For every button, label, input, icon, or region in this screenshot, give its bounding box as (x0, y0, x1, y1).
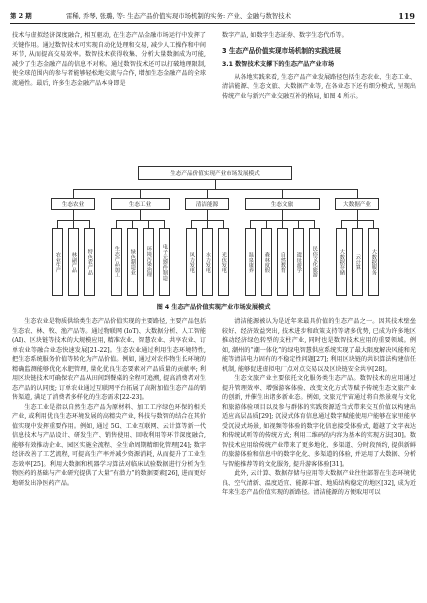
item-box: 农业生产 (52, 228, 63, 296)
bottom-right-column (222, 317, 416, 597)
item-box: 大数据服务 (368, 228, 379, 296)
body-paragraph: 生态文旅产业主要依托文化服务类生态产品。数智技术的应用通过提升管理效率、增强游客体验、改变文化方式等赋予传统生态文旅产业的创新, 并催生出诸多新业态。例如, 文旅元宇宙通过将自然景观与文化和旅游体验项目以及参与群体的实践资源适当式带来交互价值以构建出适应高层品质[29]; 沉浸式体育信息通过数字赋能使用户能够在家里能享受沉浸式场景, 如视频等体验的数字化信息接受体验式, 超越了文字表达和传统试听等的传统方式; 利用二维码的内容为基本的实现方法[30]。数智技术应用给传统产业带来了更多地化、多渠道、分时段预约, 提供新鲜的旅游体验和信息中的数字化化、多渠道的体验, 并运用了大数据、分析与智能推荐等的文化服务, 提升游客体验[31]。 (222, 375, 416, 468)
category-box: 大数据产业 (335, 198, 379, 210)
body-paragraph: 生态农业是物质供给类生态产品价值实现的主要路径, 主要产品包括生态农、林、牧、渔产品等。通过物联网 (IoT)、大数据分析、人工智能 (AI)、区块链等技术的大规模应用, 精准农业、智慧农业、共享农业、订单农业等融合业态快速发展[21-22]。生态农业通过利用生态环境特性, 把生态系统服务价值等转化为产品价值。例如, 通过对农作物生长环境的精确监测能够优化水肥管理, 量化优良生态要素对产品质量的贡献率; 利用区块链技术可确保农产品从田间到餐桌的全程可追溯, 提高消费者对生态产品的认同度; 订单农业通过互联网平台拓展了高附加值生态产品的销售渠道, 满足了消费者多样化的生态需求[22-23]。 (12, 318, 206, 401)
item-box: 环境污染治理 (143, 228, 154, 296)
connector-line (207, 189, 208, 198)
connector-line (57, 220, 90, 221)
connector-line (298, 220, 299, 228)
item-box: 特色农产品 (84, 228, 95, 296)
connector-line (191, 220, 224, 221)
top-right-column (222, 31, 416, 161)
item-box: 光伏发电 (218, 228, 229, 296)
item-box: 电子元器件制造 (159, 228, 170, 296)
connector-line (250, 220, 251, 228)
connector-line (282, 220, 283, 228)
connector-line (164, 220, 165, 228)
item-box: 民俗文化旅游 (309, 228, 320, 296)
item-box: 温泉康养 (245, 228, 256, 296)
category-box: 生态文旅 (245, 198, 320, 210)
item-box: 绿色制造业 (127, 228, 138, 296)
connector-line (73, 210, 74, 220)
item-box: 云计算 (352, 228, 363, 296)
item-box: 风力发电 (186, 228, 197, 296)
body-paragraph: 清洁能源被认为是近年来最具价值的生态产品之一。因其技术壁垒较好、经济效益突出, 技术进步和政策支持等诸多优势, 已成为许多地区推动经济绿色转型的支柱产业, 同时也是数智技术应用的重要领域。例如, 潮州的“潮一体化”的绿电智慧供应系统实现了最大限度解决风能和光能等清洁电力固有的不稳定性问题[27]; 利用区块链的共识算法构建信任机制, 能够促进虚拟电厂点对点交易以及区块链安全共享[28]。 (222, 318, 416, 373)
section-heading: 3 生态产品价值实现市场机制的实践进展 (222, 46, 341, 55)
connector-line (148, 220, 149, 228)
figure-caption: 图 4 生态产品价值实现产业市场发展模式 (156, 304, 271, 311)
connector-line (73, 189, 74, 198)
running-header (10, 9, 415, 23)
item-box: 生态产品加工 (111, 228, 122, 296)
body-paragraph: 此外, 云计算、数据存储与应用等大数据产业往往部署在生态环境优良、空气清新、温度适宜、能源丰富、地质结构稳定的地区[32], 成为近年来生态产品价值实现的新路径。清洁能源的方便取用可以 (222, 470, 416, 496)
item-box: 森林度假 (261, 228, 272, 296)
header-rule (10, 23, 415, 24)
connector-line (223, 220, 224, 228)
connector-line (357, 210, 358, 220)
body-paragraph: 数字产品, 如数字生态证券、数字生态代币等。 (222, 32, 348, 39)
bottom-left-column (12, 317, 206, 597)
industry-model-diagram (28, 162, 402, 302)
connector-line (341, 220, 374, 221)
subsection-heading: 3.1 数智技术支撑下的生态产品产业市场 (222, 61, 335, 68)
item-box: 大数据存储 (336, 228, 347, 296)
page-number: 119 (398, 11, 415, 21)
issue-label: 第 2 期 (10, 12, 32, 20)
connector-line (373, 220, 374, 228)
connector-line (73, 220, 74, 228)
connector-line (282, 210, 283, 220)
connector-line (266, 220, 267, 228)
connector-line (57, 220, 58, 228)
connector-line (357, 189, 358, 198)
category-box: 生态农业 (51, 198, 95, 210)
connector-line (207, 210, 208, 220)
connector-line (207, 220, 208, 228)
diagram-root-box: 生态产品价值实现产业市场发展模式 (138, 166, 292, 180)
running-title: 雷稀, 乔琴, 张璐, 等: 生态产品价值实现市场机制的实务: 产业、金融与数智技术 (66, 12, 292, 20)
item-box: 水力发电 (202, 228, 213, 296)
connector-line (140, 189, 141, 198)
connector-line (89, 220, 90, 228)
connector-line (140, 210, 141, 220)
connector-line (250, 220, 315, 221)
category-box: 清洁能源 (185, 198, 229, 210)
body-paragraph: 从各地实践来看, 生态产品产业发展路径包括生态农业、生态工业、清洁能源、生态文旅、大数据产业等, 在各业态下还有细分模式, 呈现出传统产业与新兴产业交融互补的格局, 如图 4 所示。 (222, 73, 416, 100)
connector-line (73, 189, 358, 190)
top-left-column (12, 31, 206, 161)
connector-line (116, 220, 165, 221)
connector-line (341, 220, 342, 228)
item-box: 林副产品 (68, 228, 79, 296)
connector-line (215, 180, 216, 189)
connector-line (314, 220, 315, 228)
item-box: 自然教育 (277, 228, 288, 296)
connector-line (116, 220, 117, 228)
body-paragraph: 技术与虚拟经济深度融合, 相互驱动, 在生态产品金融市场运行中发挥了关键作用。通过数智技术可实现自动化处理和交易, 减少人工操作和中间环节, 从而提高交易效率。数智技术获得收集、分析大量数据成为可能, 减少了生态金融产品的信息不对称。通过数智技术还可以打破地理限制, 使全球范围内的参与者能够轻松地交流与合作, 增加生态金融产品的全球流通性。最后, 许多生态金融产品本身即是 (12, 32, 206, 87)
connector-line (357, 220, 358, 228)
category-box: 生态工业 (111, 198, 170, 210)
connector-line (132, 220, 133, 228)
connector-line (282, 189, 283, 198)
item-box: 遗址游学 (293, 228, 304, 296)
connector-line (191, 220, 192, 228)
body-paragraph: 生态工业是指以自然生态产品为原材料、加工工序绿色环保的相关产业, 或利用优良生态环境发展的高精尖产业, 科技与数智的结合在其价值实现中发挥重要作用。例如, 通过 5G、工业互联网、云计算等新一代信息技术与产品设计、研发生产、销售使用、回收利用等环节深度融合, 能够有效推动企业、园区实施全流程、全生命周期精细化管理[24]; 数字经济改善了工艺流程, 可提高生产率并减少资源消耗, 从而提升了工业生态效率[25]。利用大数据和机器学习算法对临床试验数据进行分析为生物医药的基础与产业研究提供了大量“有潜力”的数据要素[26], 进而更好地研发出净医药产品。 (12, 403, 206, 487)
